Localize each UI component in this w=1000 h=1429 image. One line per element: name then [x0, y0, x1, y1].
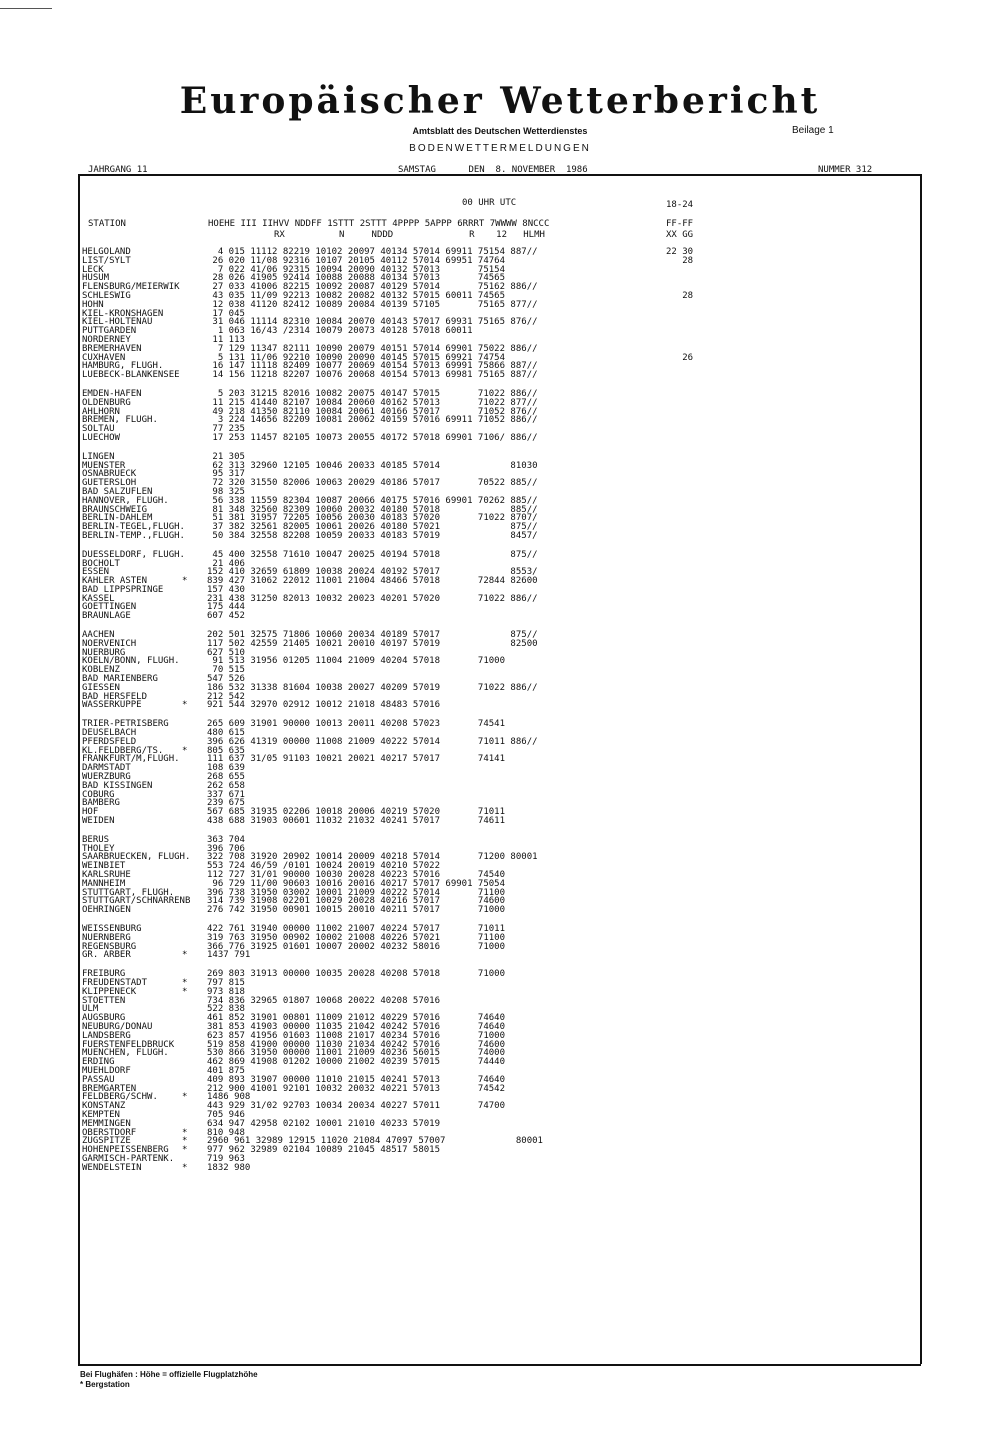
- station-name: HUSUM: [82, 273, 110, 284]
- station-name: WENDELSTEIN: [82, 1162, 142, 1173]
- station-name: HOHENPEISSENBERG: [82, 1145, 169, 1156]
- station-code-values: 401 875: [207, 1065, 245, 1076]
- station-code-values: 62 313 32960 12105 10046 20033 40185 57014 81030: [207, 460, 538, 471]
- station-code-values: 268 655: [207, 772, 245, 783]
- station-name: BOCHOLT: [82, 558, 120, 569]
- station-name: GARMISCH-PARTENK.: [82, 1153, 175, 1164]
- mountain-station-marker: *: [182, 1127, 188, 1138]
- station-name: BAD KISSINGEN: [82, 780, 153, 791]
- station-code-values: 396 738 31950 03002 10001 21009 40222 57014 71100: [207, 887, 506, 898]
- station-code-values: 49 218 41350 82110 10084 20061 40166 57017 71052 876//: [207, 406, 538, 417]
- station-code-values: 108 639: [207, 763, 245, 774]
- station-code-values: 11 113: [207, 334, 245, 345]
- station-name: KARLSRUHE: [82, 870, 131, 880]
- station-code-values: 337 671: [207, 789, 245, 800]
- station-name: ULM: [82, 1004, 99, 1015]
- station-name: LANDSBERG: [82, 1030, 131, 1041]
- station-code-values: 70 515: [207, 665, 245, 676]
- station-code-values: 3 224 14656 82209 10081 20062 40159 57016 69911 71052 886//: [207, 415, 538, 426]
- station-name: BRAUNLAGE: [82, 611, 131, 622]
- station-name: AUGSBURG: [82, 1013, 126, 1024]
- station-name: ESSEN: [82, 567, 110, 578]
- station-name: MUENCHEN, FLUGH.: [82, 1048, 169, 1059]
- station-code-values: 231 438 31250 82013 10032 20023 40201 57020 71022 886//: [207, 593, 538, 604]
- station-code-values: 175 444: [207, 602, 245, 613]
- station-name: TRIER-PETRISBERG: [82, 719, 169, 730]
- station-name: THOLEY: [82, 843, 115, 854]
- station-code-values: 26 020 11/08 92316 10107 20105 40112 57014 69951 74764: [207, 255, 506, 266]
- station-code-values: 396 626 41319 00000 11008 21009 40222 57014 71011 886//: [207, 736, 538, 747]
- station-code-values: 322 708 31920 20902 10014 20009 40218 57014 71200 80001: [207, 852, 538, 863]
- station-code-values: 438 688 31903 00601 11032 21032 40241 57017 74611: [207, 816, 506, 827]
- station-name: WEINBIET: [82, 861, 126, 872]
- station-name: KOELN/BONN, FLUGH.: [82, 656, 180, 667]
- station-code-values: 81 348 32560 82309 10060 20032 40180 57018 885//: [207, 504, 538, 515]
- station-column-header: STATION: [88, 219, 126, 229]
- station-name: LINGEN: [82, 451, 115, 462]
- station-name: MEMMINGEN: [82, 1118, 131, 1129]
- station-code-values: 1486 908: [207, 1092, 251, 1103]
- station-name: OSNABRUECK: [82, 469, 137, 480]
- station-code-values: 77 235: [207, 424, 245, 435]
- station-code-values: 4 015 11112 82219 10102 20097 40134 57014 69911 75154 887//: [207, 247, 538, 257]
- station-name: GR. ARBER: [82, 950, 131, 961]
- mountain-station-marker: *: [182, 700, 188, 711]
- code-column-subheaders: RX N NDDD R 12 HLMH: [274, 230, 545, 240]
- mountain-station-marker: *: [182, 977, 188, 988]
- station-name: BERLIN-TEGEL,FLUGH.: [82, 522, 185, 533]
- station-code-values: 805 635: [207, 745, 245, 756]
- station-name: GUETERSLOH: [82, 478, 137, 489]
- station-name: SAARBRUECKEN, FLUGH.: [82, 852, 191, 863]
- station-code-values: 705 946: [207, 1109, 245, 1120]
- station-name: SCHLESWIG: [82, 290, 131, 301]
- mountain-station-marker: *: [182, 986, 188, 997]
- station-name: AACHEN: [82, 630, 115, 641]
- station-code-values: 363 704: [207, 834, 245, 845]
- station-code-values: 977 962 32989 02104 10089 21045 48517 58015: [207, 1145, 440, 1156]
- beilage-label: Beilage 1: [792, 125, 834, 136]
- station-name: BAD LIPPSPRINGE: [82, 584, 164, 595]
- mountain-station-marker: *: [182, 950, 188, 961]
- station-code-values: 239 675: [207, 798, 245, 809]
- station-code-values: 409 893 31907 00000 11010 21015 40241 57013 74640: [207, 1074, 506, 1085]
- station-code-values: 21 406: [207, 558, 245, 569]
- station-code-values: 72 320 31550 82006 10063 20029 40186 57017 70522 885//: [207, 478, 538, 489]
- station-name: BAD HERSFELD: [82, 691, 148, 702]
- station-name: PFERDSFELD: [82, 736, 137, 747]
- station-name: KOBLENZ: [82, 665, 120, 676]
- station-code-values: 27 033 41006 82215 10092 20087 40129 57014 75162 886//: [207, 282, 538, 293]
- station-code-values: 734 836 32965 01807 10068 20022 40208 57016: [207, 995, 440, 1006]
- station-name: DARMSTADT: [82, 763, 131, 774]
- station-code-values: 17 253 11457 82105 10073 20055 40172 57018 69901 7106/ 886//: [207, 432, 538, 443]
- station-name: MUEHLDORF: [82, 1065, 131, 1076]
- station-code-values: 921 544 32970 02912 10012 21018 48483 57016: [207, 700, 440, 711]
- code-column-headers: HOEHE III IIHVV NDDFF 1STTT 2STTT 4PPPP 5APPP 6RRRT 7WWWW 8NCCC: [208, 219, 550, 229]
- frame-right-rule: [920, 174, 922, 1364]
- station-code-values: 5 203 31215 82016 10082 20075 40147 57015 71022 886//: [207, 388, 538, 399]
- station-code-values: 212 542: [207, 691, 245, 702]
- mountain-station-marker: *: [182, 1092, 188, 1103]
- station-name: HELGOLAND: [82, 247, 131, 257]
- station-code-values: 797 815: [207, 977, 245, 988]
- station-name: ZUGSPITZE: [82, 1136, 131, 1147]
- station-code-values: 519 858 41900 00000 11030 21034 40242 57016 74600: [207, 1039, 506, 1050]
- station-code-values: 45 400 32558 71610 10047 20025 40194 57018 875//: [207, 549, 538, 560]
- station-code-values: 319 763 31950 00902 10002 21008 40226 57021 71100: [207, 932, 506, 943]
- station-code-values: 21 305: [207, 451, 245, 462]
- station-name: MUENSTER: [82, 460, 126, 471]
- station-name: HANNOVER, FLUGH.: [82, 495, 169, 506]
- station-name: KL.FELDBERG/TS.: [82, 745, 164, 756]
- station-code-values: 12 038 41120 82412 10089 20084 40139 57105 75165 877//: [207, 299, 538, 310]
- station-name: BREMEN, FLUGH.: [82, 415, 158, 426]
- station-code-values: 56 338 11559 82304 10087 20066 40175 57016 69901 70262 885//: [207, 495, 538, 506]
- station-code-values: 112 727 31/01 90000 10030 20028 40223 57016 74540: [207, 870, 506, 880]
- station-code-values: 839 427 31062 22012 11001 21004 48466 57018 72844 82600: [207, 576, 538, 587]
- station-code-values: 623 857 41956 01603 11008 21017 40234 57016 71000: [207, 1030, 506, 1041]
- station-name: KIEL-HOLTENAU: [82, 317, 153, 328]
- station-name: KIEL-KRONSHAGEN: [82, 308, 164, 319]
- station-code-values: 381 853 41903 00000 11035 21042 40242 57016 74640: [207, 1021, 506, 1032]
- station-code-values: 7 129 11347 82111 10090 20079 40151 57014 69901 75022 886//: [207, 343, 538, 354]
- station-name: WASSERKUPPE: [82, 700, 142, 711]
- station-code-values: 461 852 31901 00801 11009 21012 40229 57016 74640: [207, 1013, 506, 1024]
- station-code-values: 265 609 31901 90000 10013 20011 40208 57023 74541: [207, 719, 506, 730]
- station-code-values: 91 513 31956 01205 11004 21009 40204 57018 71000: [207, 656, 506, 667]
- station-code-values: 186 532 31338 81604 10038 20027 40209 57019 71022 886//: [207, 682, 538, 693]
- station-name: NORDERNEY: [82, 334, 131, 345]
- station-code-values: 1832 980: [207, 1162, 251, 1173]
- station-code-values: 547 526: [207, 674, 245, 685]
- station-code-values: 98 325: [207, 486, 245, 497]
- station-name: STUTTGART/SCHNARRENB: [82, 896, 191, 907]
- station-name: GOETTINGEN: [82, 602, 137, 613]
- gust-values: 22 30: [666, 247, 694, 257]
- station-code-values: 14 156 11218 82207 10076 20068 40154 57013 69981 75165 887//: [207, 370, 538, 381]
- station-name: PUTTGARDEN: [82, 326, 137, 337]
- station-code-values: 37 382 32561 82005 10061 20026 40180 57021 875//: [207, 522, 538, 533]
- station-name: BERLIN-DAHLEM: [82, 513, 153, 524]
- edge-tick-mark: [0, 8, 52, 9]
- station-name: NOERVENICH: [82, 638, 137, 649]
- station-name: COBURG: [82, 789, 115, 800]
- station-name: LECK: [82, 264, 104, 275]
- station-code-values: 212 900 41001 92101 10032 20032 40221 57013 74542: [207, 1083, 506, 1094]
- issue-date: SAMSTAG DEN 8. NOVEMBER 1986: [398, 165, 588, 175]
- station-name: WUERZBURG: [82, 772, 131, 783]
- station-code-values: 51 381 31957 72205 10056 20030 40183 57020 71022 8707/: [207, 513, 538, 524]
- station-name: ERDING: [82, 1057, 115, 1068]
- station-code-values: 567 685 31935 02206 10018 20006 40219 57020 71011: [207, 807, 506, 818]
- issue-number: NUMMER 312: [818, 165, 873, 175]
- station-code-values: 43 035 11/09 92213 10082 20082 40132 57015 60011 74565: [207, 290, 506, 301]
- station-name: BRAUNSCHWEIG: [82, 504, 148, 515]
- station-code-values: 152 410 32659 61809 10038 20024 40192 57017 8553/: [207, 567, 538, 578]
- station-code-values: 810 948: [207, 1127, 245, 1138]
- station-name: BREMERHAVEN: [82, 343, 142, 354]
- gust-values: 28: [666, 290, 694, 301]
- station-code-values: 607 452: [207, 611, 245, 622]
- station-code-values: 422 761 31940 00000 11002 21007 40224 57017 71011: [207, 923, 506, 934]
- time-range-label: 18-24: [666, 200, 694, 210]
- station-code-values: 314 739 31908 02201 10029 20028 40216 57017 74600: [207, 896, 506, 907]
- station-name: FUERSTENFELDBRUCK: [82, 1039, 175, 1050]
- station-name: BERUS: [82, 834, 110, 845]
- station-code-values: 522 838: [207, 1004, 245, 1015]
- station-code-values: 366 776 31925 01601 10007 20002 40232 58016 71000: [207, 941, 506, 952]
- station-code-values: 5 131 11/06 92210 10090 20090 40145 57015 69921 74754: [207, 352, 506, 363]
- station-name: FELDBERG/SCHW.: [82, 1092, 158, 1103]
- station-name: FREIBURG: [82, 969, 126, 980]
- station-code-values: 28 026 41905 92414 10088 20088 40134 57013 74565: [207, 273, 506, 284]
- station-name: BAD SALZUFLEN: [82, 486, 153, 497]
- document-subtitle: Amtsblatt des Deutschen Wetterdienstes: [412, 126, 588, 136]
- mountain-station-marker: *: [182, 1136, 188, 1147]
- station-name: NUERBURG: [82, 647, 126, 658]
- station-name: BAD MARIENBERG: [82, 674, 158, 685]
- station-name: KLIPPENECK: [82, 986, 137, 997]
- station-name: CUXHAVEN: [82, 352, 126, 363]
- gust-values: 28: [666, 255, 694, 266]
- station-name: OBERSTDORF: [82, 1127, 137, 1138]
- station-name: KEMPTEN: [82, 1109, 120, 1120]
- station-name: KAHLER ASTEN: [82, 576, 148, 587]
- station-name: BERLIN-TEMP.,FLUGH.: [82, 530, 185, 541]
- station-code-values: 276 742 31950 00901 10015 20010 40211 57017 71000: [207, 905, 506, 916]
- station-code-values: 973 818: [207, 986, 245, 997]
- station-name: DUESSELDORF, FLUGH.: [82, 549, 185, 560]
- observation-time: 00 UHR UTC: [462, 198, 517, 208]
- station-code-values: 634 947 42958 02102 10001 21010 40233 57019: [207, 1118, 440, 1129]
- mountain-station-marker: *: [182, 745, 188, 756]
- station-name: LIST/SYLT: [82, 255, 131, 266]
- jahrgang-label: JAHRGANG 11: [88, 165, 148, 175]
- station-name: REGENSBURG: [82, 941, 137, 952]
- station-name: SOLTAU: [82, 424, 115, 435]
- station-code-values: 95 317: [207, 469, 245, 480]
- station-code-values: 553 724 46/59 /0101 10024 20019 40210 57022: [207, 861, 440, 872]
- station-code-values: 530 866 31950 00000 11001 21009 40236 56015 74000: [207, 1048, 506, 1059]
- station-name: GIESSEN: [82, 682, 120, 693]
- station-code-values: 16 147 11118 82409 10077 20069 40154 57013 69991 75866 887//: [207, 361, 538, 372]
- extra-column-subheader: XX GG: [666, 230, 694, 240]
- station-name: EMDEN-HAFEN: [82, 388, 142, 399]
- station-code-values: 443 929 31/02 92703 10034 20034 40227 57011 74700: [207, 1101, 506, 1112]
- station-name: BREMGARTEN: [82, 1083, 137, 1094]
- station-code-values: 627 510: [207, 647, 245, 658]
- station-name: NEUBURG/DONAU: [82, 1021, 153, 1032]
- station-code-values: 111 637 31/05 91103 10021 20021 40217 57017 74141: [207, 754, 506, 765]
- station-name: KASSEL: [82, 593, 115, 604]
- station-code-values: 1437 791: [207, 950, 251, 961]
- mountain-station-marker: *: [182, 576, 188, 587]
- station-code-values: 202 501 32575 71806 10060 20034 40189 57017 875//: [207, 630, 538, 641]
- station-name: HOF: [82, 807, 99, 818]
- frame-bottom-rule: [78, 1364, 921, 1366]
- station-code-values: 2960 961 32989 12915 11020 21084 47097 57007 80001: [207, 1136, 543, 1147]
- station-code-values: 269 803 31913 00000 10035 20028 40208 57018 71000: [207, 969, 506, 980]
- station-code-values: 96 729 11/00 90603 10016 20016 40217 57017 69901 75054: [207, 878, 506, 889]
- station-name: KONSTANZ: [82, 1101, 126, 1112]
- station-name: BAMBERG: [82, 798, 120, 809]
- footnote-mountain: * Bergstation: [80, 1380, 130, 1389]
- station-code-values: 396 706: [207, 843, 245, 854]
- station-name: LUECHOW: [82, 432, 120, 443]
- station-name: FRANKFURT/M,FLUGH.: [82, 754, 180, 765]
- station-name: MANNHEIM: [82, 878, 126, 889]
- station-name: NUERNBERG: [82, 932, 131, 943]
- frame-left-rule: [78, 174, 80, 1364]
- station-code-values: 1 063 16/43 /2314 10079 20073 40128 57018 60011: [207, 326, 473, 337]
- station-code-values: 262 658: [207, 780, 245, 791]
- section-heading: BODENWETTERMELDUNGEN: [409, 143, 591, 154]
- station-code-values: 719 963: [207, 1153, 245, 1164]
- station-code-values: 117 502 42559 21405 10021 20010 40197 57019 82500: [207, 638, 538, 649]
- station-name: LUEBECK-BLANKENSEE: [82, 370, 180, 381]
- station-name: STOETTEN: [82, 995, 126, 1006]
- station-code-values: 50 384 32558 82208 10059 20033 40183 57019 8457/: [207, 530, 538, 541]
- station-name: FLENSBURG/MEIERWIK: [82, 282, 180, 293]
- extra-column-header: FF-FF: [666, 219, 694, 229]
- station-name: FREUDENSTADT: [82, 977, 148, 988]
- station-name: WEISSENBURG: [82, 923, 142, 934]
- station-code-values: 462 869 41908 01202 10000 21002 40239 57015 74440: [207, 1057, 506, 1068]
- station-code-values: 7 022 41/06 92315 10094 20090 40132 57013 75154: [207, 264, 506, 275]
- mountain-station-marker: *: [182, 1162, 188, 1173]
- station-name: AHLHORN: [82, 406, 120, 417]
- station-name: HOHN: [82, 299, 104, 310]
- station-name: HAMBURG, FLUGH.: [82, 361, 164, 372]
- station-code-values: 17 045: [207, 308, 245, 319]
- station-name: OEHRINGEN: [82, 905, 131, 916]
- station-name: WEIDEN: [82, 816, 115, 827]
- footnote-airport: Bei Flughäfen : Höhe = offizielle Flugplatzhöhe: [80, 1370, 258, 1379]
- station-name: STUTTGART, FLUGH.: [82, 887, 175, 898]
- station-code-values: 31 046 11114 82310 10084 20070 40143 57017 69931 75165 876//: [207, 317, 538, 328]
- station-name: PASSAU: [82, 1074, 115, 1085]
- station-code-values: 11 215 41440 82107 10084 20060 40162 57013 71022 877//: [207, 397, 538, 408]
- mountain-station-marker: *: [182, 1145, 188, 1156]
- document-title: Europäischer Wetterbericht: [179, 80, 821, 122]
- station-name: OLDENBURG: [82, 397, 131, 408]
- station-code-values: 157 430: [207, 584, 245, 595]
- station-name: DEUSELBACH: [82, 728, 137, 739]
- station-code-values: 480 615: [207, 728, 245, 739]
- gust-values: 26: [666, 352, 694, 363]
